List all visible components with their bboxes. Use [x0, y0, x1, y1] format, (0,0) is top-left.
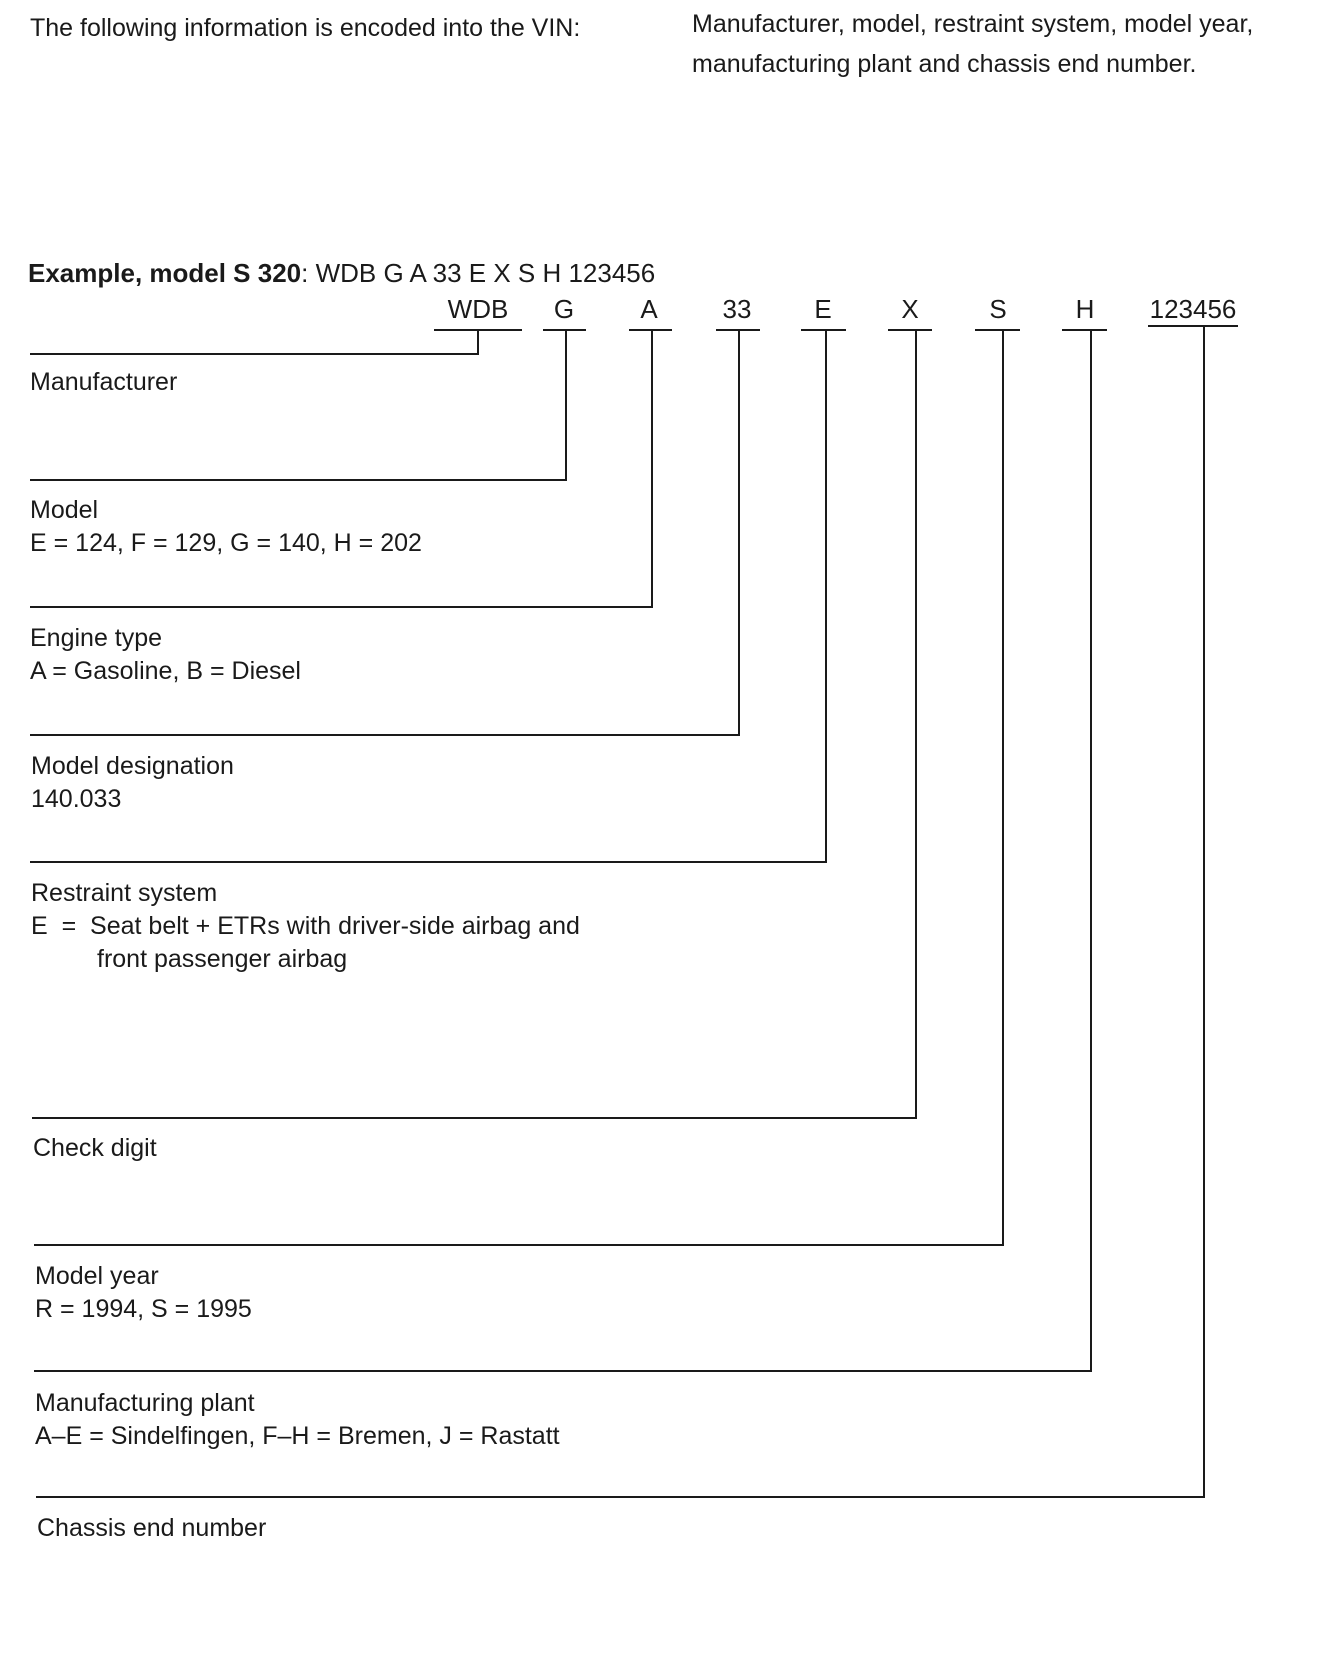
field-manufacturing-plant: [35, 1387, 560, 1453]
field-title: Check digit: [33, 1134, 157, 1162]
field-title: Model designation: [31, 752, 234, 780]
field-detail: A–E = Sindelfingen, F–H = Bremen, J = Rastatt: [35, 1422, 560, 1450]
connector-model: [30, 330, 566, 480]
field-detail: R = 1994, S = 1995: [35, 1295, 252, 1323]
field-chassis-end-number: [37, 1512, 266, 1545]
field-title: Engine type: [30, 624, 163, 652]
intro-summary: Manufacturer, model, restraint system, model year, manufacturing plant and chassis end number.: [692, 10, 1254, 78]
segment-check-digit: X: [901, 294, 919, 324]
segment-engine: A: [640, 294, 658, 324]
example-model: Example, model S 320: [28, 258, 302, 288]
field-model-year: [35, 1260, 252, 1326]
segment-manufacturer: WDB: [447, 294, 509, 324]
intro-text: The following information is encoded into the VIN:: [30, 14, 581, 42]
connector-check-digit: [32, 330, 916, 1118]
field-restraint-system: [31, 877, 580, 976]
field-title: Manufacturer: [30, 368, 178, 396]
field-title: Model year: [35, 1262, 159, 1290]
field-detail: E = 124, F = 129, G = 140, H = 202: [30, 529, 422, 557]
field-model-designation: [31, 750, 234, 816]
segment-plant: H: [1075, 294, 1095, 324]
field-manufacturer: [30, 366, 177, 399]
field-detail: 140.033: [31, 785, 122, 813]
segment-model-year: S: [989, 294, 1007, 324]
field-detail: E = Seat belt + ETRs with driver-side airbag and: [31, 912, 580, 940]
segment-restraint: E: [814, 294, 832, 324]
field-check-digit: [33, 1132, 157, 1165]
field-title: Manufacturing plant: [35, 1389, 255, 1417]
field-title: Model: [30, 496, 99, 524]
example-vin: : WDB G A 33 E X S H 123456: [301, 258, 656, 288]
field-detail: A = Gasoline, B = Diesel: [30, 657, 301, 685]
segment-model: G: [553, 294, 575, 324]
segment-designation: 33: [722, 294, 752, 324]
field-engine-type: [30, 622, 301, 688]
field-detail-continued: front passenger airbag: [97, 945, 348, 973]
segment-chassis: 123456: [1149, 294, 1237, 324]
field-title: Chassis end number: [37, 1514, 267, 1542]
connector-manufacturer: [30, 330, 478, 354]
field-model: [30, 494, 422, 560]
field-title: Restraint system: [31, 879, 218, 907]
connector-plant: [34, 330, 1091, 1371]
